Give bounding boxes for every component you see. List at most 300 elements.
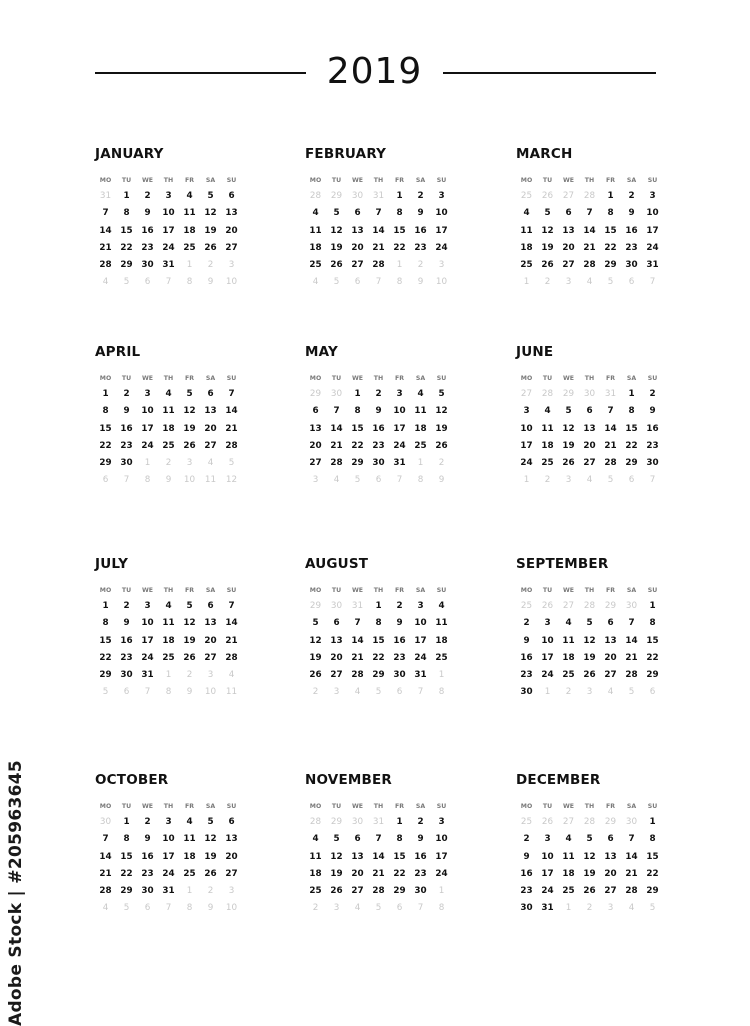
month-name: MARCH <box>516 146 573 162</box>
day: 31 <box>162 886 175 897</box>
day: 19 <box>583 868 596 879</box>
next-month-day: 3 <box>186 458 193 469</box>
day: 22 <box>99 652 112 663</box>
next-month-day: 4 <box>354 903 361 914</box>
next-month-day: 4 <box>102 903 109 914</box>
day: 23 <box>414 242 427 253</box>
next-month-day: 6 <box>102 475 109 486</box>
weekday-header-row <box>305 174 452 188</box>
day: 27 <box>583 458 596 469</box>
month-name: OCTOBER <box>95 772 169 788</box>
day: 23 <box>646 440 659 451</box>
day: 15 <box>372 635 385 646</box>
day: 4 <box>523 208 530 219</box>
weekday-label: MO <box>520 177 533 184</box>
week-row <box>95 633 242 650</box>
weekday-label: WE <box>562 177 575 184</box>
week-row <box>516 615 663 632</box>
weekday-label: SU <box>226 375 237 382</box>
prev-month-day: 30 <box>351 817 364 827</box>
next-month-day: 3 <box>207 670 214 681</box>
year-title: 2019 <box>326 51 423 92</box>
month-name: NOVEMBER <box>305 772 393 788</box>
month-september <box>516 554 666 702</box>
prev-month-day: 28 <box>309 817 322 827</box>
day: 23 <box>141 242 154 253</box>
day: 12 <box>435 406 448 417</box>
day: 22 <box>120 242 133 253</box>
day: 17 <box>393 423 406 434</box>
weekday-label: WE <box>351 587 364 594</box>
week-row <box>516 883 663 900</box>
day: 24 <box>435 242 448 253</box>
day: 14 <box>225 406 238 417</box>
day: 23 <box>520 670 533 681</box>
day: 21 <box>625 652 638 663</box>
day: 24 <box>414 652 427 663</box>
day: 8 <box>607 208 614 219</box>
week-row <box>305 900 452 917</box>
day: 31 <box>646 260 659 271</box>
next-month-day: 2 <box>544 475 551 486</box>
next-month-day: 1 <box>438 886 445 897</box>
day: 17 <box>414 635 427 646</box>
weekday-label: SA <box>626 177 637 184</box>
next-month-day: 4 <box>102 277 109 288</box>
day: 4 <box>417 389 424 399</box>
next-month-day: 4 <box>628 903 635 914</box>
weekday-label: WE <box>562 587 575 594</box>
weekday-label: SU <box>647 375 658 382</box>
day: 7 <box>354 618 361 629</box>
next-month-day: 5 <box>607 475 614 486</box>
day: 17 <box>162 851 175 862</box>
prev-month-day: 28 <box>309 191 322 201</box>
day: 28 <box>372 260 385 271</box>
prev-month-day: 30 <box>583 389 596 399</box>
day: 30 <box>393 670 406 681</box>
day: 13 <box>351 225 364 236</box>
day: 6 <box>207 601 214 611</box>
day: 31 <box>162 260 175 271</box>
day: 3 <box>165 817 172 827</box>
day: 23 <box>393 652 406 663</box>
prev-month-day: 30 <box>625 601 638 611</box>
day: 18 <box>309 242 322 253</box>
day: 8 <box>649 834 656 845</box>
day: 21 <box>583 242 596 253</box>
day: 27 <box>309 458 322 469</box>
day: 1 <box>123 817 130 827</box>
day: 1 <box>354 389 361 399</box>
next-month-day: 7 <box>417 903 424 914</box>
next-month-day: 1 <box>523 475 530 486</box>
week-row <box>95 386 242 403</box>
month-february <box>305 144 455 292</box>
weekday-label: FR <box>185 375 194 382</box>
day: 29 <box>393 886 406 897</box>
day: 22 <box>99 440 112 451</box>
week-row <box>95 472 242 489</box>
week-row <box>516 866 663 883</box>
day: 13 <box>562 225 575 236</box>
day: 5 <box>207 191 214 201</box>
week-row <box>516 205 663 222</box>
day: 15 <box>120 225 133 236</box>
day: 15 <box>646 851 659 862</box>
day: 29 <box>646 886 659 897</box>
day: 26 <box>330 886 343 897</box>
day: 21 <box>625 868 638 879</box>
week-row <box>305 274 452 291</box>
next-month-day: 4 <box>228 670 235 681</box>
day: 9 <box>375 406 382 417</box>
next-month-day: 1 <box>144 458 151 469</box>
day: 15 <box>393 225 406 236</box>
day: 30 <box>414 886 427 897</box>
week-row <box>516 455 663 472</box>
day: 24 <box>646 242 659 253</box>
day: 8 <box>102 406 109 417</box>
day: 19 <box>204 225 217 236</box>
day: 12 <box>204 834 217 845</box>
day: 11 <box>520 225 533 236</box>
day: 13 <box>604 851 617 862</box>
day: 4 <box>438 601 445 611</box>
month-grid <box>516 372 663 490</box>
week-row <box>95 831 242 848</box>
day: 27 <box>204 652 217 663</box>
day: 18 <box>183 851 196 862</box>
weekday-label: FR <box>185 803 194 810</box>
day: 15 <box>99 423 112 434</box>
next-month-day: 1 <box>396 260 403 271</box>
day: 20 <box>351 242 364 253</box>
next-month-day: 2 <box>417 260 424 271</box>
day: 9 <box>523 851 530 862</box>
day: 5 <box>438 389 445 399</box>
day: 3 <box>144 601 151 611</box>
prev-month-day: 30 <box>351 191 364 201</box>
day: 28 <box>99 260 112 271</box>
day: 19 <box>562 440 575 451</box>
day: 26 <box>435 440 448 451</box>
week-row <box>95 257 242 274</box>
month-name: MAY <box>305 344 338 360</box>
prev-month-day: 27 <box>562 817 575 827</box>
day: 1 <box>628 389 635 399</box>
month-april <box>95 342 245 490</box>
next-month-day: 8 <box>144 475 151 486</box>
prev-month-day: 26 <box>541 191 554 201</box>
day: 2 <box>417 191 424 201</box>
week-row <box>305 883 452 900</box>
weekday-label: SU <box>436 587 447 594</box>
next-month-day: 6 <box>396 687 403 698</box>
day: 18 <box>520 242 533 253</box>
weekday-label: SU <box>436 375 447 382</box>
day: 8 <box>354 406 361 417</box>
next-month-day: 10 <box>225 903 238 914</box>
day: 17 <box>520 440 533 451</box>
day: 2 <box>144 191 151 201</box>
next-month-day: 2 <box>165 458 172 469</box>
day: 23 <box>372 440 385 451</box>
day: 4 <box>165 389 172 399</box>
week-row <box>305 831 452 848</box>
day: 11 <box>541 423 554 434</box>
next-month-day: 9 <box>186 687 193 698</box>
day: 22 <box>393 868 406 879</box>
day: 7 <box>228 389 235 399</box>
month-grid <box>516 800 663 918</box>
day: 11 <box>435 618 448 629</box>
weekday-label: MO <box>520 803 533 810</box>
week-row <box>95 667 242 684</box>
weekday-label: WE <box>351 177 364 184</box>
day: 10 <box>541 635 554 646</box>
day: 27 <box>351 260 364 271</box>
weekday-label: TU <box>121 803 132 810</box>
day: 24 <box>141 652 154 663</box>
weekday-label: TU <box>542 375 553 382</box>
weekday-label: TH <box>163 803 174 810</box>
next-month-day: 5 <box>102 687 109 698</box>
day: 18 <box>183 225 196 236</box>
day: 19 <box>183 635 196 646</box>
month-grid <box>305 800 452 918</box>
day: 20 <box>604 652 617 663</box>
week-row <box>516 240 663 257</box>
next-month-day: 1 <box>438 670 445 681</box>
prev-month-day: 29 <box>330 817 343 827</box>
weekday-label: SA <box>415 587 426 594</box>
day: 31 <box>393 458 406 469</box>
day: 20 <box>204 423 217 434</box>
weekday-label: TU <box>331 803 342 810</box>
week-row <box>305 223 452 240</box>
day: 16 <box>625 225 638 236</box>
day: 9 <box>396 618 403 629</box>
prev-month-day: 31 <box>99 191 112 201</box>
day: 13 <box>225 208 238 219</box>
day: 9 <box>628 208 635 219</box>
day: 27 <box>604 670 617 681</box>
day: 17 <box>162 225 175 236</box>
day: 6 <box>207 389 214 399</box>
week-row <box>516 814 663 831</box>
weekday-label: MO <box>309 177 322 184</box>
day: 16 <box>393 635 406 646</box>
day: 7 <box>586 208 593 219</box>
day: 9 <box>649 406 656 417</box>
day: 1 <box>396 191 403 201</box>
day: 11 <box>562 851 575 862</box>
weekday-label: WE <box>141 803 154 810</box>
next-month-day: 4 <box>607 687 614 698</box>
day: 25 <box>309 260 322 271</box>
next-month-day: 2 <box>312 687 319 698</box>
week-row <box>305 403 452 420</box>
prev-month-day: 27 <box>562 601 575 611</box>
day: 29 <box>372 670 385 681</box>
weekday-header-row <box>516 174 663 188</box>
day: 14 <box>351 635 364 646</box>
day: 1 <box>396 817 403 827</box>
next-month-day: 7 <box>165 903 172 914</box>
day: 4 <box>565 618 572 629</box>
week-row <box>305 188 452 205</box>
day: 11 <box>309 225 322 236</box>
next-month-day: 2 <box>438 458 445 469</box>
next-month-day: 8 <box>165 687 172 698</box>
week-row <box>95 866 242 883</box>
day: 19 <box>541 242 554 253</box>
prev-month-day: 25 <box>520 191 533 201</box>
day: 17 <box>646 225 659 236</box>
day: 28 <box>99 886 112 897</box>
week-row <box>95 205 242 222</box>
month-name: SEPTEMBER <box>516 556 609 572</box>
header-rule-right <box>443 72 656 74</box>
next-month-day: 5 <box>375 903 382 914</box>
week-row <box>516 386 663 403</box>
day: 7 <box>102 208 109 219</box>
week-row <box>95 274 242 291</box>
next-month-day: 9 <box>207 277 214 288</box>
next-month-day: 8 <box>186 277 193 288</box>
day: 12 <box>562 423 575 434</box>
prev-month-day: 30 <box>99 817 112 827</box>
day: 26 <box>562 458 575 469</box>
day: 2 <box>523 834 530 845</box>
weekday-label: TH <box>163 375 174 382</box>
day: 14 <box>372 225 385 236</box>
day: 9 <box>123 406 130 417</box>
week-row <box>95 455 242 472</box>
day: 31 <box>541 903 554 914</box>
day: 24 <box>541 886 554 897</box>
prev-month-day: 29 <box>330 191 343 201</box>
day: 18 <box>562 868 575 879</box>
day: 17 <box>435 851 448 862</box>
day: 22 <box>646 868 659 879</box>
weekday-label: TU <box>542 803 553 810</box>
week-row <box>516 223 663 240</box>
day: 30 <box>520 687 533 698</box>
next-month-day: 6 <box>354 277 361 288</box>
prev-month-day: 28 <box>583 601 596 611</box>
weekday-label: TH <box>373 587 384 594</box>
weekday-label: SA <box>415 803 426 810</box>
day: 20 <box>583 440 596 451</box>
next-month-day: 4 <box>586 475 593 486</box>
day: 16 <box>414 851 427 862</box>
week-row <box>305 633 452 650</box>
day: 31 <box>141 670 154 681</box>
day: 8 <box>396 208 403 219</box>
next-month-day: 3 <box>228 886 235 897</box>
day: 12 <box>183 406 196 417</box>
weekday-label: TH <box>584 587 595 594</box>
week-row <box>516 421 663 438</box>
day: 10 <box>435 834 448 845</box>
day: 30 <box>520 903 533 914</box>
day: 26 <box>309 670 322 681</box>
prev-month-day: 25 <box>520 817 533 827</box>
week-row <box>516 403 663 420</box>
day: 28 <box>330 458 343 469</box>
month-name: JULY <box>95 556 129 572</box>
weekday-label: FR <box>185 587 194 594</box>
day: 11 <box>309 851 322 862</box>
day: 6 <box>228 191 235 201</box>
weekday-header-row <box>516 584 663 598</box>
day: 15 <box>646 635 659 646</box>
day: 7 <box>607 406 614 417</box>
month-october <box>95 770 245 918</box>
day: 25 <box>435 652 448 663</box>
weekday-label: TH <box>373 375 384 382</box>
day: 4 <box>312 208 319 219</box>
day: 24 <box>520 458 533 469</box>
month-grid <box>305 584 452 702</box>
week-row <box>95 403 242 420</box>
weekday-label: TH <box>163 177 174 184</box>
day: 25 <box>309 886 322 897</box>
day: 10 <box>162 208 175 219</box>
day: 20 <box>309 440 322 451</box>
day: 6 <box>312 406 319 417</box>
day: 10 <box>646 208 659 219</box>
prev-month-day: 29 <box>309 601 322 611</box>
next-month-day: 5 <box>607 277 614 288</box>
day: 12 <box>541 225 554 236</box>
month-january <box>95 144 245 292</box>
month-grid <box>95 174 242 292</box>
day: 3 <box>396 389 403 399</box>
weekday-label: FR <box>395 587 404 594</box>
day: 12 <box>204 208 217 219</box>
day: 23 <box>120 652 133 663</box>
next-month-day: 2 <box>207 260 214 271</box>
day: 6 <box>354 834 361 845</box>
day: 9 <box>123 618 130 629</box>
next-month-day: 4 <box>207 458 214 469</box>
week-row <box>516 667 663 684</box>
week-row <box>305 472 452 489</box>
weekday-label: TU <box>121 177 132 184</box>
next-month-day: 10 <box>204 687 217 698</box>
next-month-day: 9 <box>417 277 424 288</box>
day: 29 <box>604 260 617 271</box>
week-row <box>95 650 242 667</box>
week-row <box>305 684 452 701</box>
prev-month-day: 31 <box>351 601 364 611</box>
day: 24 <box>162 242 175 253</box>
day: 14 <box>372 851 385 862</box>
next-month-day: 6 <box>123 687 130 698</box>
day: 25 <box>520 260 533 271</box>
week-row <box>95 598 242 615</box>
day: 29 <box>351 458 364 469</box>
day: 23 <box>520 886 533 897</box>
day: 20 <box>330 652 343 663</box>
day: 13 <box>309 423 322 434</box>
day: 19 <box>330 242 343 253</box>
day: 8 <box>375 618 382 629</box>
day: 21 <box>99 868 112 879</box>
